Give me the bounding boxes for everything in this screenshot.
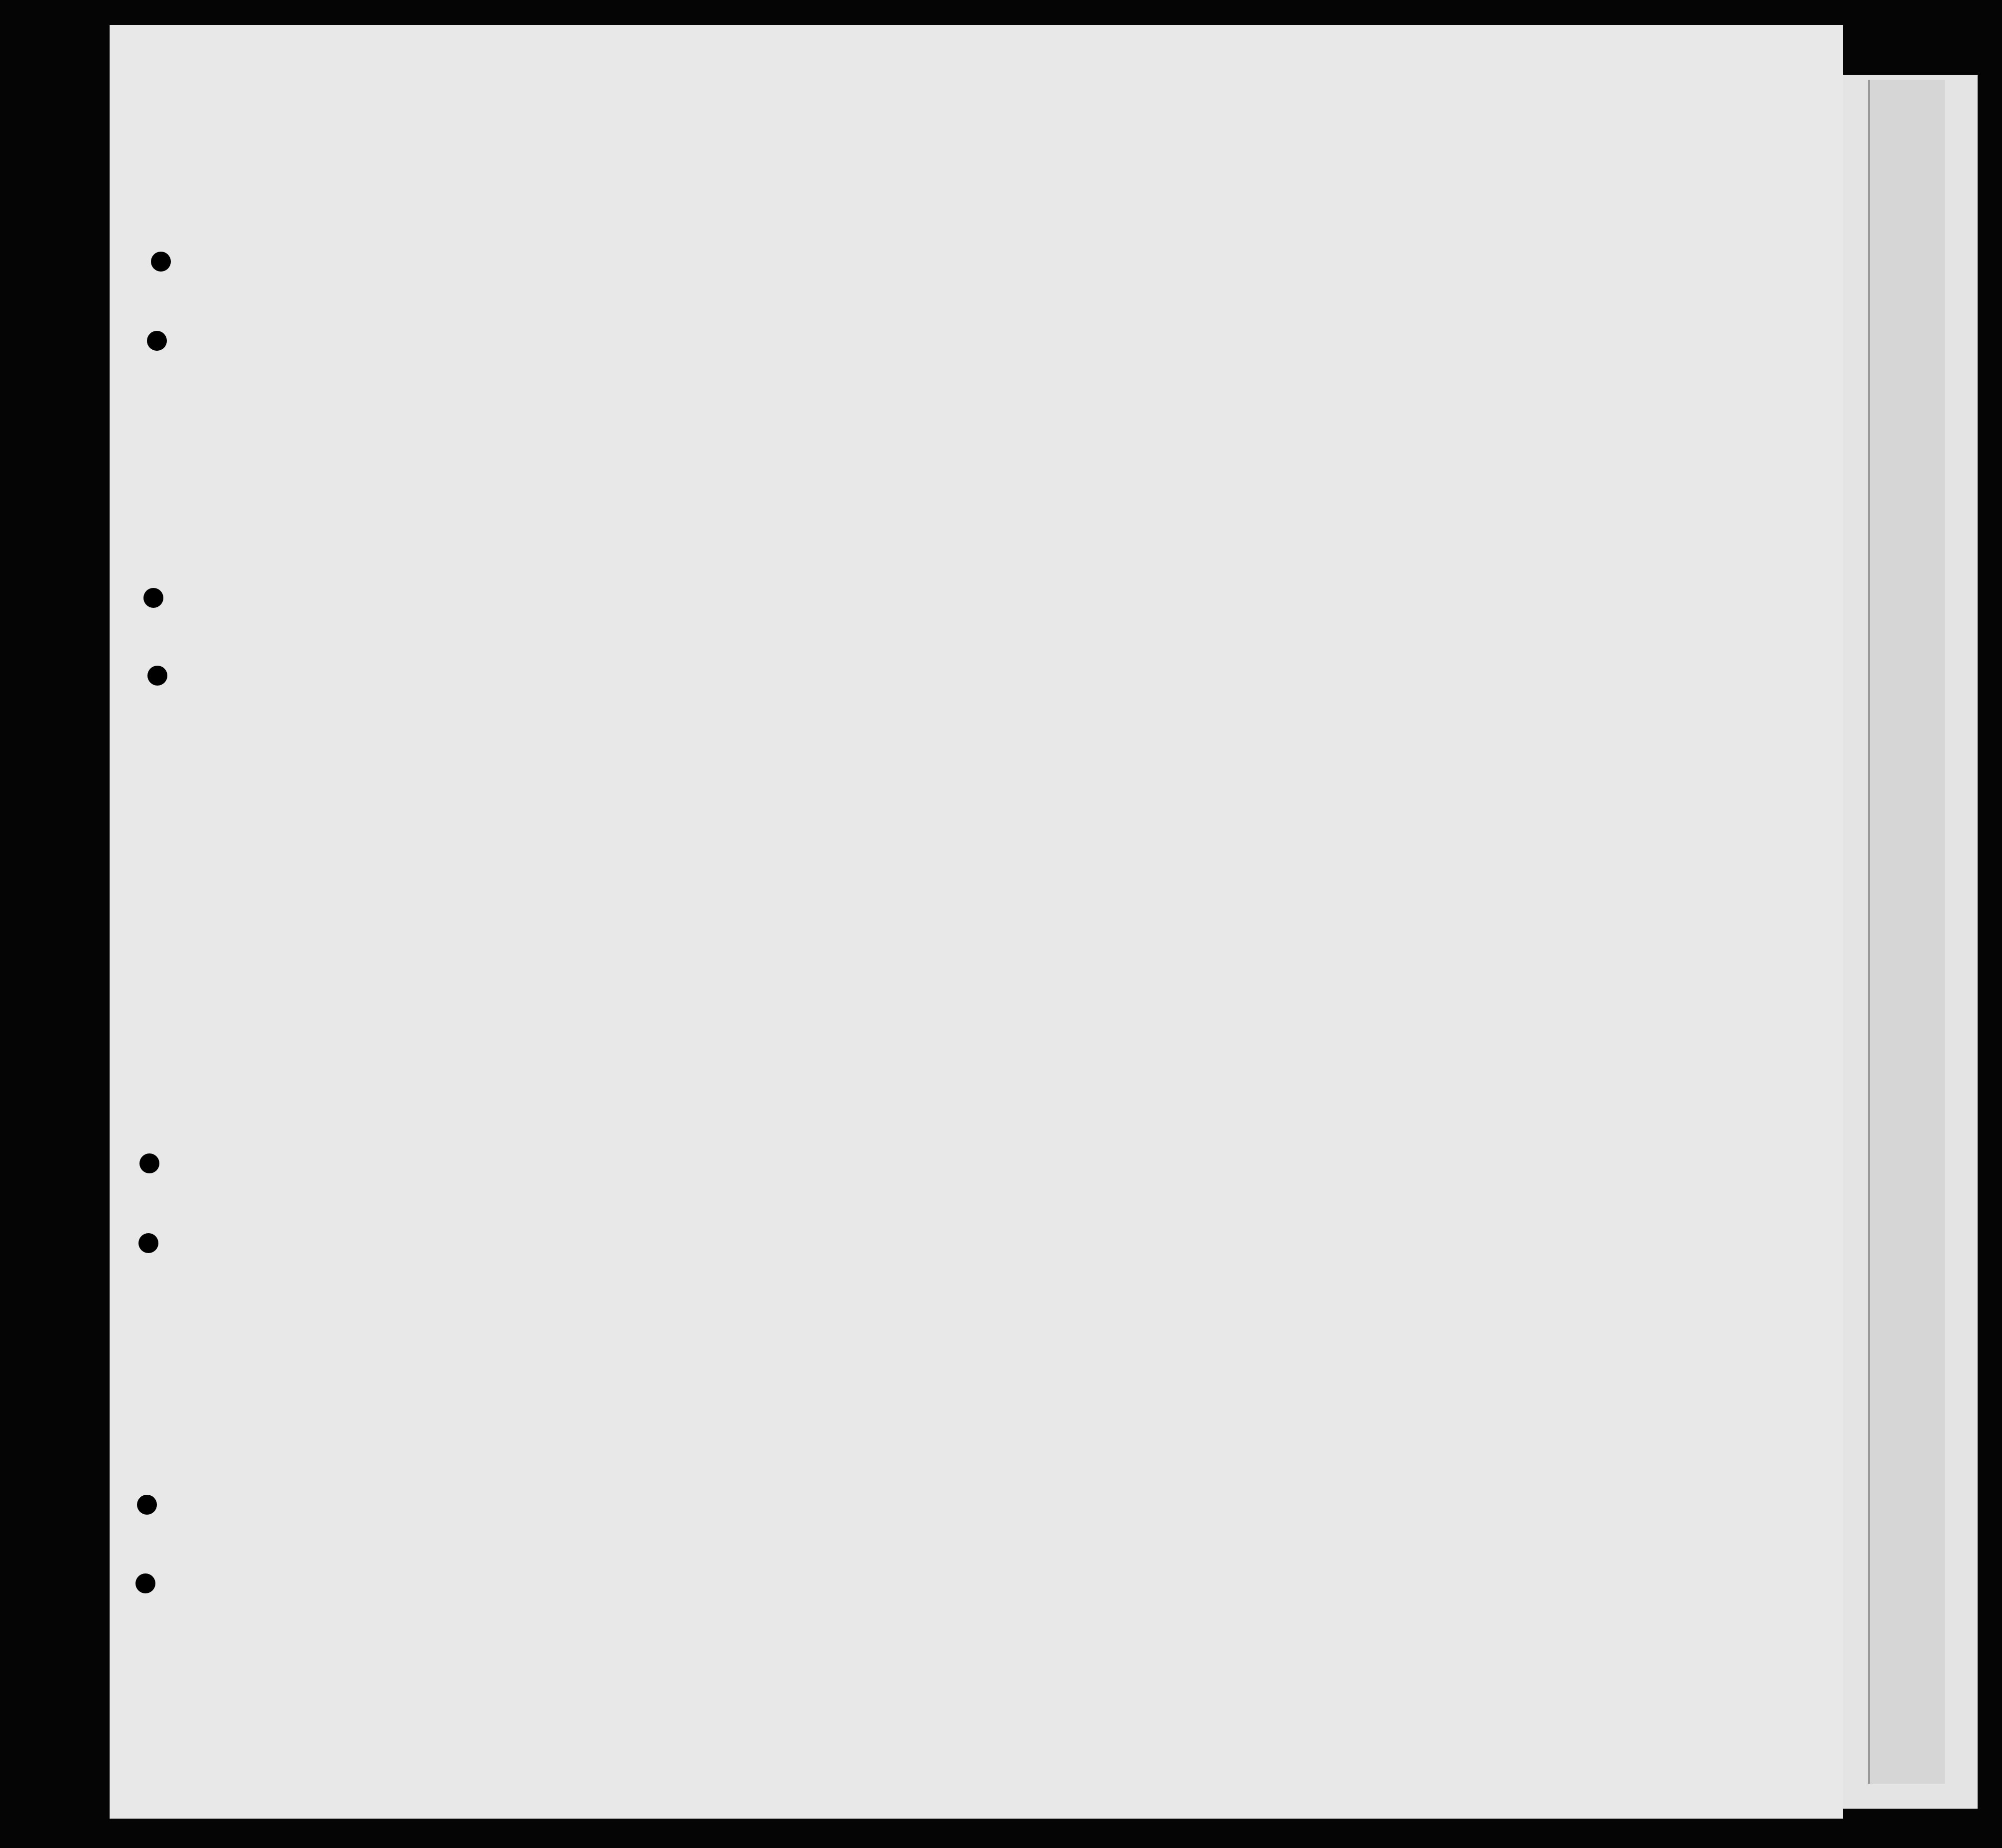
binder-hole <box>139 1153 159 1173</box>
binder-hole <box>137 1495 157 1515</box>
binder-hole <box>147 331 167 351</box>
binder-hole <box>143 588 163 608</box>
binder-hole <box>151 252 171 272</box>
table-grid <box>110 25 1843 1819</box>
binder-hole <box>147 666 167 686</box>
binder-hole <box>138 1233 158 1253</box>
background-sheet-edge <box>1868 80 1945 1784</box>
binder-hole <box>135 1573 155 1593</box>
manifest-page <box>110 25 1843 1819</box>
